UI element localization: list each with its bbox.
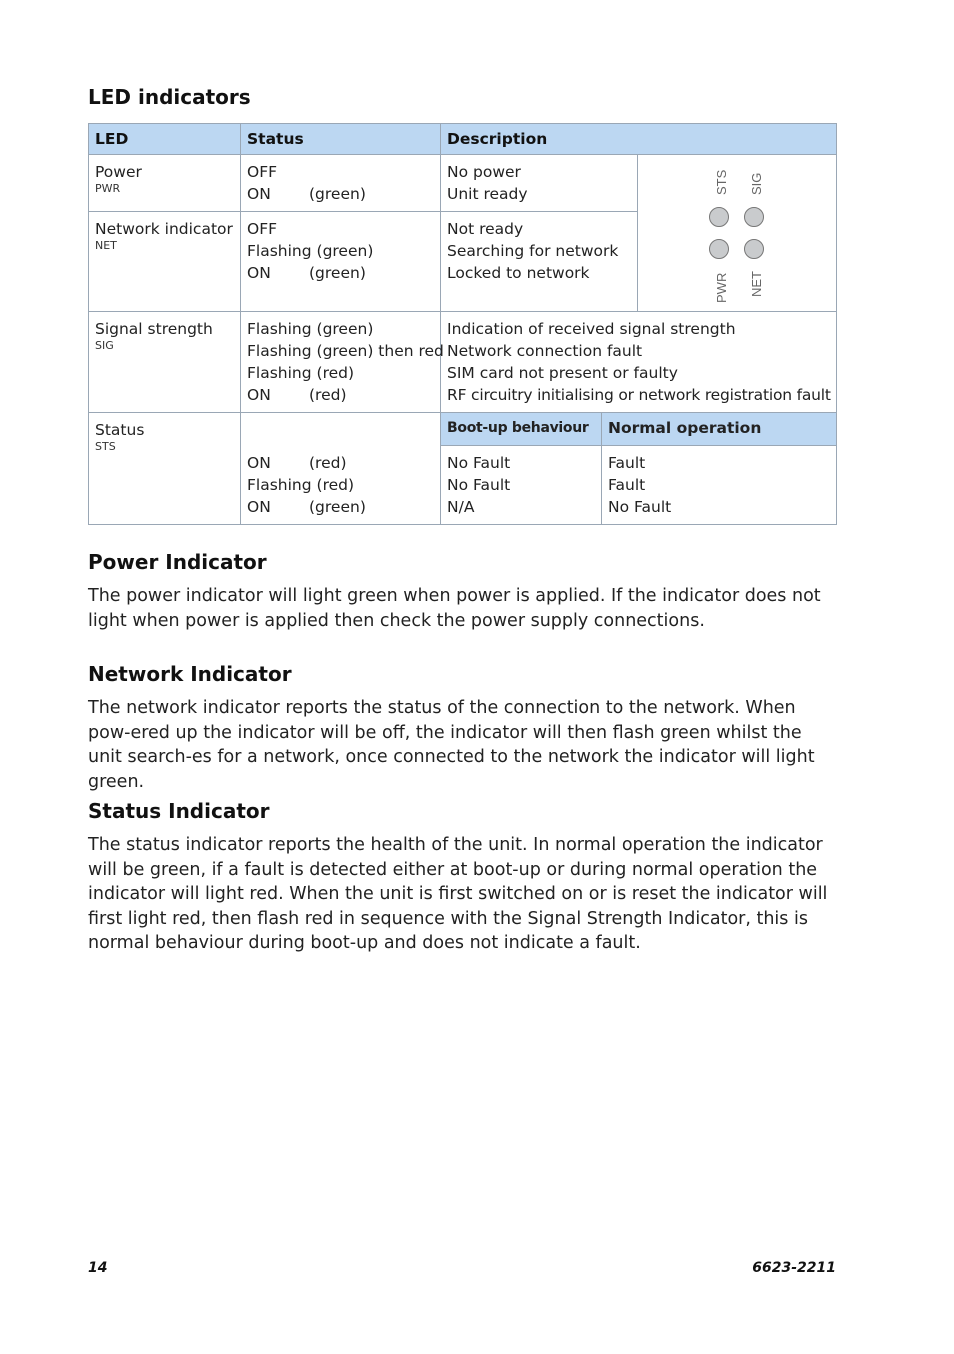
led-indicator-table bbox=[88, 123, 837, 525]
status-color: (green) bbox=[309, 264, 366, 282]
table-row bbox=[89, 312, 837, 413]
header-status: Status bbox=[241, 124, 441, 155]
normal-operation-cell bbox=[602, 446, 837, 525]
led-name: Signal strength bbox=[95, 320, 213, 338]
boot-up-line: No Fault bbox=[447, 454, 511, 472]
status-state: OFF bbox=[247, 163, 278, 181]
sig-label: SIG bbox=[749, 172, 764, 195]
description-line: No power bbox=[447, 163, 521, 181]
status-color: (green) bbox=[309, 498, 366, 516]
status-cell bbox=[241, 155, 441, 212]
led-name: Network indicator bbox=[95, 220, 233, 238]
normal-operation-line: Fault bbox=[608, 476, 646, 494]
status-state: ON bbox=[247, 498, 271, 516]
status-state: ON bbox=[247, 454, 271, 472]
boot-up-cell bbox=[441, 446, 602, 525]
net-label: NET bbox=[749, 271, 764, 297]
status-indicator-text: The status indicator reports the health of the unit. In normal operation the indicator will be green, if a fault is detected either at boot-up or during normal operation the indicator will light red. When the unit is first switched on or is reset the indicator will first light red, then flash red in sequence with the Signal Strength Indicator, this is normal behaviour during boot-up and does not indicate a fault. bbox=[88, 835, 828, 953]
description-line: Network connection fault bbox=[447, 342, 643, 360]
description-cell bbox=[441, 312, 837, 413]
network-indicator-text: The network indicator reports the status of the connection to the network. When pow-ered up the indicator will be off, the indicator will then flash green whilst the unit search-es for a network, once connected to the network the indicator will light green. bbox=[88, 698, 815, 792]
status-line bbox=[247, 161, 434, 183]
table-row bbox=[89, 413, 837, 446]
led-code: STS bbox=[95, 440, 116, 453]
led-code: NET bbox=[95, 239, 117, 252]
sig-led-icon bbox=[744, 207, 764, 227]
table-row bbox=[89, 155, 837, 212]
description-cell bbox=[441, 212, 638, 312]
description-line: Searching for network bbox=[447, 242, 619, 260]
status-color: (red) bbox=[309, 386, 347, 404]
description-line: Locked to network bbox=[447, 264, 590, 282]
status-line bbox=[247, 474, 434, 496]
status-state: OFF bbox=[247, 220, 278, 238]
description-line: SIM card not present or faulty bbox=[447, 364, 678, 382]
status-state: Flashing (green) bbox=[247, 242, 374, 260]
sts-led-icon bbox=[709, 207, 729, 227]
power-indicator-heading: Power Indicator bbox=[88, 550, 267, 574]
led-name: Power bbox=[95, 163, 142, 181]
description-line: RF circuitry initialising or network registration fault bbox=[447, 386, 831, 404]
status-line bbox=[247, 452, 434, 474]
status-cell bbox=[241, 312, 444, 413]
page-title: LED indicators bbox=[88, 85, 251, 109]
document-code: 6623-2211 bbox=[752, 1260, 836, 1276]
boot-up-line: N/A bbox=[447, 498, 475, 516]
table-header-row bbox=[89, 124, 837, 155]
header-description: Description bbox=[441, 124, 837, 155]
status-line bbox=[247, 496, 434, 518]
status-line bbox=[247, 362, 434, 384]
status-line bbox=[247, 183, 434, 205]
status-line bbox=[247, 218, 434, 240]
status-state: ON bbox=[247, 386, 271, 404]
led-code: PWR bbox=[95, 182, 121, 195]
status-cell bbox=[241, 413, 441, 525]
led-name-cell bbox=[89, 155, 241, 212]
sts-label: STS bbox=[714, 169, 729, 195]
description-line: Not ready bbox=[447, 220, 524, 238]
led-name: Status bbox=[95, 421, 145, 439]
pwr-label: PWR bbox=[714, 272, 729, 303]
boot-up-line: No Fault bbox=[447, 476, 511, 494]
normal-operation-line: Fault bbox=[608, 454, 646, 472]
status-color: (green) bbox=[309, 185, 366, 203]
status-line bbox=[247, 240, 434, 262]
status-line bbox=[247, 340, 444, 362]
normal-operation-line: No Fault bbox=[608, 498, 672, 516]
status-indicator-heading: Status Indicator bbox=[88, 799, 270, 823]
status-state: Flashing (green) bbox=[247, 320, 374, 338]
net-led-icon bbox=[744, 239, 764, 259]
normal-operation-header: Normal operation bbox=[602, 413, 837, 446]
boot-up-header: Boot-up behaviour bbox=[441, 413, 602, 446]
led-diagram-cell bbox=[638, 155, 837, 312]
status-state: Flashing (red) bbox=[247, 476, 355, 494]
page-number: 14 bbox=[88, 1260, 108, 1276]
description-line: Indication of received signal strength bbox=[447, 320, 736, 338]
description-line: Unit ready bbox=[447, 185, 528, 203]
status-state: Flashing (red) bbox=[247, 364, 355, 382]
led-name-cell bbox=[89, 413, 241, 525]
status-cell bbox=[241, 212, 441, 312]
status-line bbox=[247, 262, 434, 284]
led-code: SIG bbox=[95, 339, 114, 352]
status-state: ON bbox=[247, 264, 271, 282]
led-panel-diagram bbox=[638, 155, 836, 310]
status-line bbox=[247, 384, 434, 406]
network-indicator-heading: Network Indicator bbox=[88, 662, 292, 686]
header-led: LED bbox=[89, 124, 241, 155]
status-line bbox=[247, 318, 434, 340]
status-state: Flashing (green) then red bbox=[247, 342, 444, 360]
power-indicator-text: The power indicator will light green when power is applied. If the indicator does not light when power is applied then check the power supply connections. bbox=[88, 586, 821, 631]
pwr-led-icon bbox=[709, 239, 729, 259]
status-color: (red) bbox=[309, 454, 347, 472]
led-name-cell bbox=[89, 312, 241, 413]
description-cell bbox=[441, 155, 638, 212]
status-state: ON bbox=[247, 185, 271, 203]
led-name-cell bbox=[89, 212, 241, 312]
